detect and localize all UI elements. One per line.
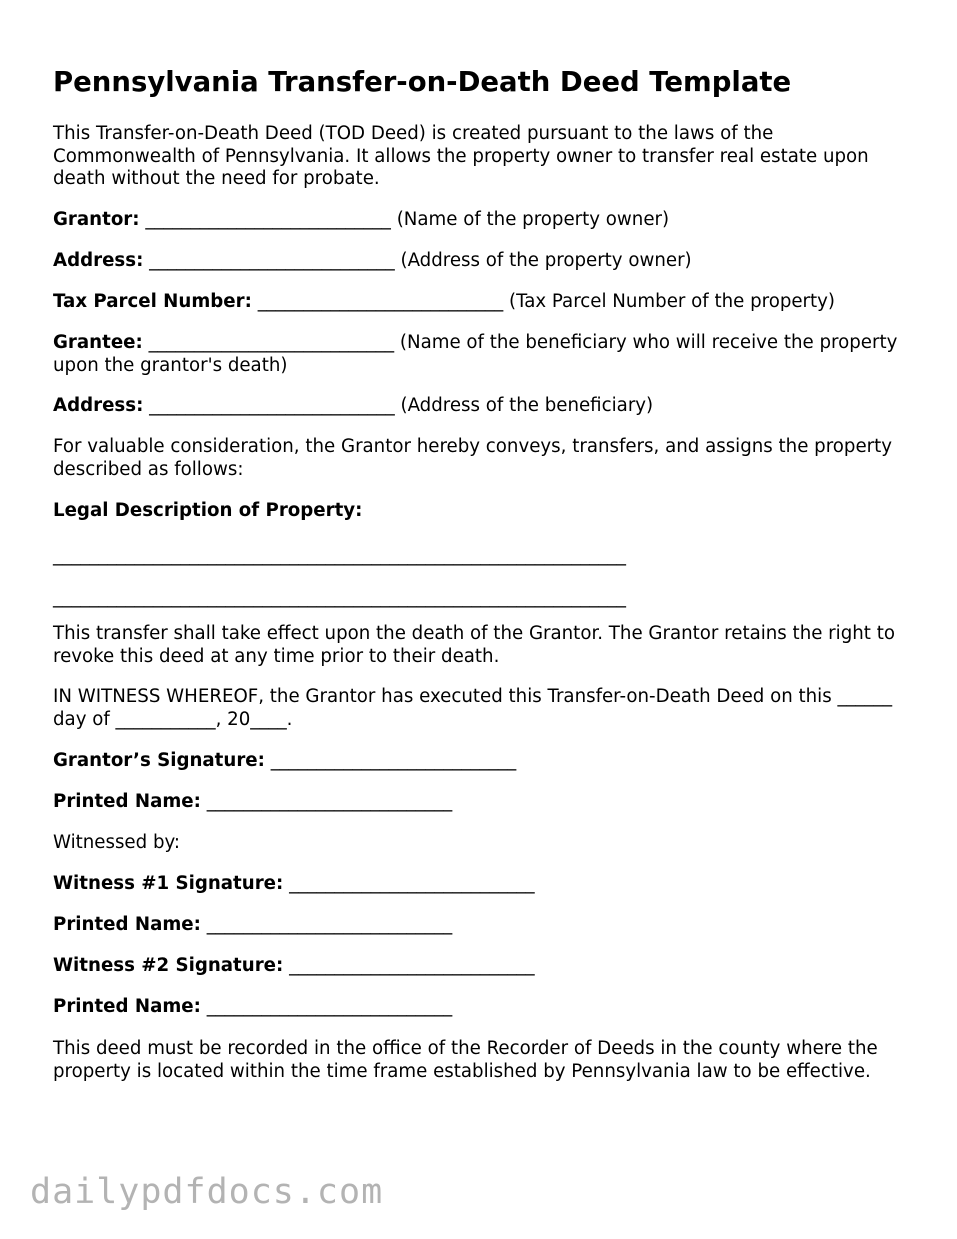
grantor-printed-name-label: Printed Name:: [53, 791, 201, 812]
witness-1-signature-label: Witness #1 Signature:: [53, 873, 284, 894]
witness-1-printed-name-field: [53, 914, 913, 937]
witness-1-printed-name-label: Printed Name:: [53, 914, 201, 935]
intro-paragraph: This Transfer-on-Death Deed (TOD Deed) is created pursuant to the laws of the Commonwealth of Pennsylvania. It allows the property owner to transfer real estate upon death without the need for probate.: [53, 123, 869, 189]
grantor-signature-label: Grantor’s Signature:: [53, 750, 265, 771]
tax-parcel-blank[interactable]: ___________________________: [257, 291, 504, 312]
legal-description-line-1[interactable]: _______________________________________________________________: [53, 545, 626, 566]
grantor-field: [53, 209, 913, 232]
grantor-address-label: Address:: [53, 250, 144, 271]
tax-parcel-field: [53, 291, 913, 314]
grantee-label: Grantee:: [53, 332, 143, 353]
grantor-address-field: [53, 250, 913, 273]
page-title: Pennsylvania Transfer-on-Death Deed Template: [53, 66, 792, 98]
witness-2-printed-name-field: [53, 996, 913, 1019]
witnessed-by-label: Witnessed by:: [53, 832, 181, 853]
grantee-blank[interactable]: ___________________________: [148, 332, 395, 353]
legal-description-label: Legal Description of Property:: [53, 500, 363, 521]
recording-note: This deed must be recorded in the office of the Recorder of Deeds in the county where the property is located within the time frame established by Pennsylvania law to be effective.: [53, 1038, 878, 1082]
grantee-address-blank[interactable]: ___________________________: [149, 395, 395, 416]
grantee-address-hint: (Address of the beneficiary): [400, 395, 654, 416]
grantee-field: [53, 332, 913, 377]
witness-2-signature-label: Witness #2 Signature:: [53, 955, 284, 976]
witness-2-signature-blank[interactable]: ___________________________: [289, 955, 535, 976]
grantee-address-label: Address:: [53, 395, 144, 416]
tax-parcel-hint: (Tax Parcel Number of the property): [509, 291, 836, 312]
grantee-address-field: [53, 395, 913, 418]
witness-1-signature-field: [53, 873, 913, 896]
grantor-signature-field: [53, 750, 913, 773]
tax-parcel-label: Tax Parcel Number:: [53, 291, 252, 312]
grantor-blank[interactable]: ___________________________: [145, 209, 391, 230]
witness-2-printed-name-blank[interactable]: ___________________________: [206, 996, 453, 1017]
watermark-logo: dailypdfdocs.com: [30, 1172, 384, 1212]
grantor-address-blank[interactable]: ___________________________: [149, 250, 395, 271]
witness-clause: IN WITNESS WHEREOF, the Grantor has executed this Transfer-on-Death Deed on this ______ day of ___________, 20____.: [53, 686, 893, 730]
conveyance-paragraph: For valuable consideration, the Grantor hereby conveys, transfers, and assigns the property described as follows:: [53, 436, 893, 480]
grantor-address-hint: (Address of the property owner): [400, 250, 692, 271]
legal-description-line-2[interactable]: _______________________________________________________________: [53, 587, 626, 608]
grantee-hint: (Name of the beneficiary who will receive the property upon the grantor's death): [53, 332, 898, 376]
grantor-hint: (Name of the property owner): [396, 209, 670, 230]
grantor-printed-name-blank[interactable]: ___________________________: [206, 791, 453, 812]
grantor-signature-blank[interactable]: ___________________________: [270, 750, 517, 771]
witness-2-printed-name-label: Printed Name:: [53, 996, 201, 1017]
witness-2-signature-field: [53, 955, 913, 978]
witness-1-printed-name-blank[interactable]: ___________________________: [206, 914, 453, 935]
effect-paragraph: This transfer shall take effect upon the death of the Grantor. The Grantor retains the right to revoke this deed at any time prior to their death.: [53, 623, 895, 667]
witness-1-signature-blank[interactable]: ___________________________: [289, 873, 535, 894]
grantor-label: Grantor:: [53, 209, 140, 230]
grantor-printed-name-field: [53, 791, 913, 814]
